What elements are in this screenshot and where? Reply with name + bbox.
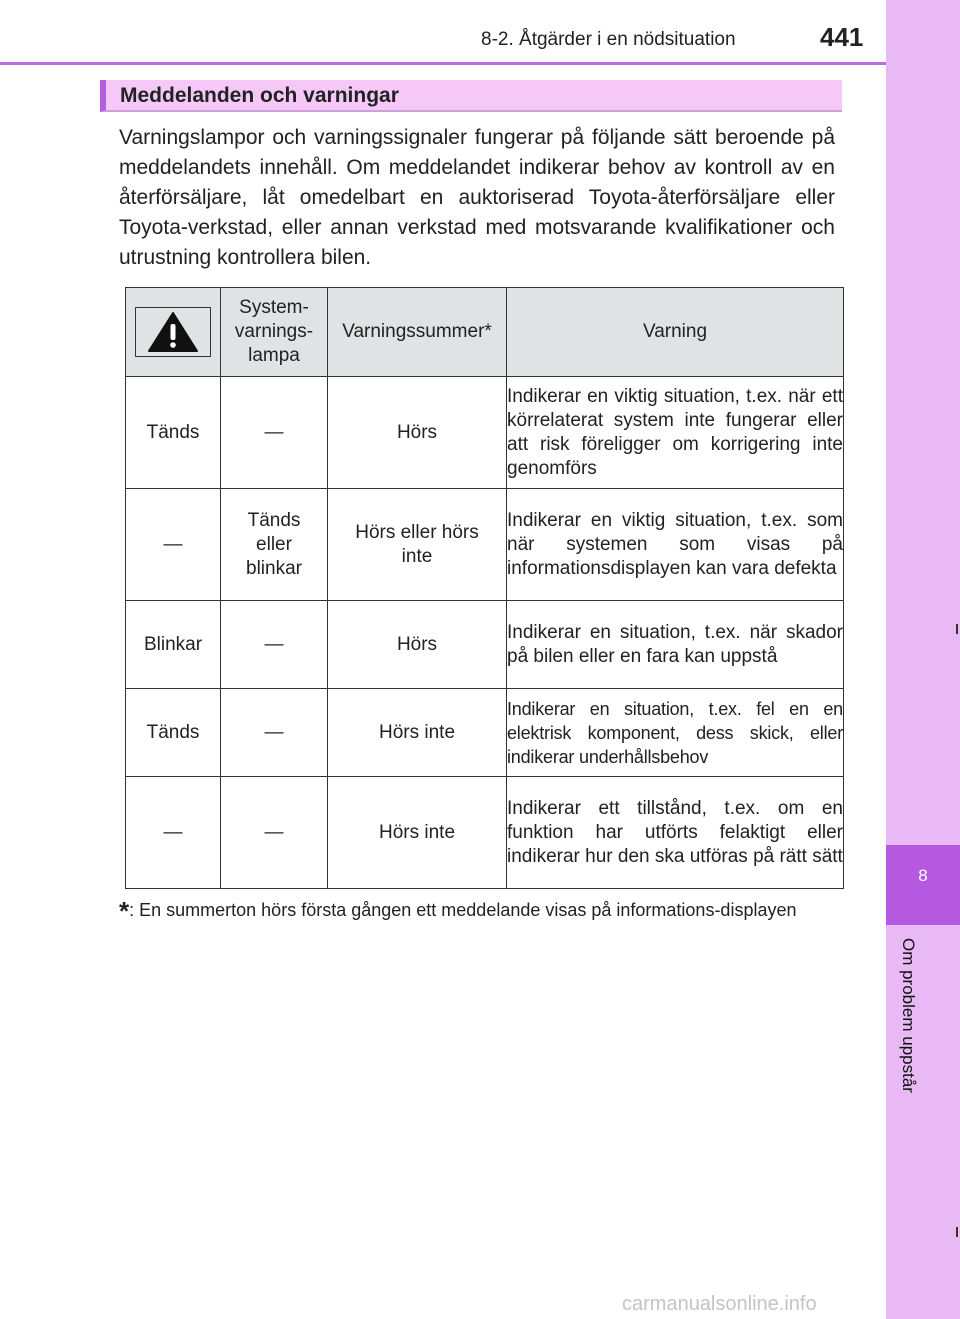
row-lamp: Tänds [126, 689, 221, 777]
row-buzzer: Hörs inte [328, 777, 507, 889]
row-buzzer: Hörs inte [328, 689, 507, 777]
table-row [126, 489, 844, 601]
footnote [119, 897, 837, 924]
row-warning: Indikerar en viktig situation, t.ex. när ett körrelaterat system inte fungerar eller att risk föreligger om korrigering inte genomförs [507, 377, 844, 489]
watermark: carmanualsonline.info [622, 1293, 817, 1315]
table-row [126, 601, 844, 689]
table-row [126, 777, 844, 889]
row-buzzer: Hörs [328, 377, 507, 489]
row-warning: Indikerar en situation, t.ex. när skador på bilen eller en fara kan uppstå [507, 601, 844, 689]
header-icon-cell [126, 288, 221, 377]
warning-triangle-icon [135, 307, 211, 357]
row-lamp: Tänds [126, 377, 221, 489]
footnote-text: : En summerton hörs första gången ett meddelande visas på informations-displayen [129, 900, 797, 920]
page-number: 441 [820, 22, 864, 52]
section-title [100, 80, 842, 112]
header-buzzer: Varningssummer* [328, 288, 507, 377]
table-row [126, 377, 844, 489]
row-buzzer: Hörs eller hörs inte [328, 489, 507, 601]
section-title-text: Meddelanden och varningar [120, 84, 399, 107]
side-tick-top [956, 624, 958, 634]
row-system-lamp: — [221, 777, 328, 889]
row-warning: Indikerar en viktig situation, t.ex. som när systemen som visas på informationsdisplayen kan vara defekta [507, 489, 844, 601]
intro-paragraph: Varningslampor och varningssignaler fungerar på följande sätt beroende på meddelandets innehåll. Om meddelandet indikerar behov av kontroll av en återförsäljare, låt omedelbart en auktoriserad Toyota-återförsäljare eller Toyota-verkstad, eller annan verkstad med motsvarande kvalifikationer och utrustning kontrollera bilen. [119, 126, 835, 269]
row-warning: Indikerar en situation, t.ex. fel en en elektrisk komponent, dess skick, eller indikerar underhållsbehov [507, 689, 844, 777]
header-warning: Varning [507, 288, 844, 377]
row-system-lamp: — [221, 377, 328, 489]
row-warning: Indikerar ett tillstånd, t.ex. om en funktion har utförts felaktigt eller indikerar hur den ska utföras på rätt sätt [507, 777, 844, 889]
side-tick-bottom [956, 1227, 958, 1237]
side-tab-number: 8 [918, 866, 928, 885]
warning-table [125, 287, 844, 889]
table-header-row [126, 288, 844, 377]
row-system-lamp: — [221, 689, 328, 777]
table-row [126, 689, 844, 777]
row-system-lamp: Tänds eller blinkar [221, 489, 328, 601]
header-system-lamp: System-varnings-lampa [221, 288, 328, 377]
header-chapter: 8-2. Åtgärder i en nödsituation [481, 29, 736, 50]
row-buzzer: Hörs [328, 601, 507, 689]
side-tab-label: Om problem uppstår [899, 938, 918, 1093]
row-system-lamp: — [221, 601, 328, 689]
footnote-marker: * [119, 896, 130, 926]
row-lamp: — [126, 777, 221, 889]
row-lamp: Blinkar [126, 601, 221, 689]
header-rule [0, 62, 886, 65]
row-lamp: — [126, 489, 221, 601]
